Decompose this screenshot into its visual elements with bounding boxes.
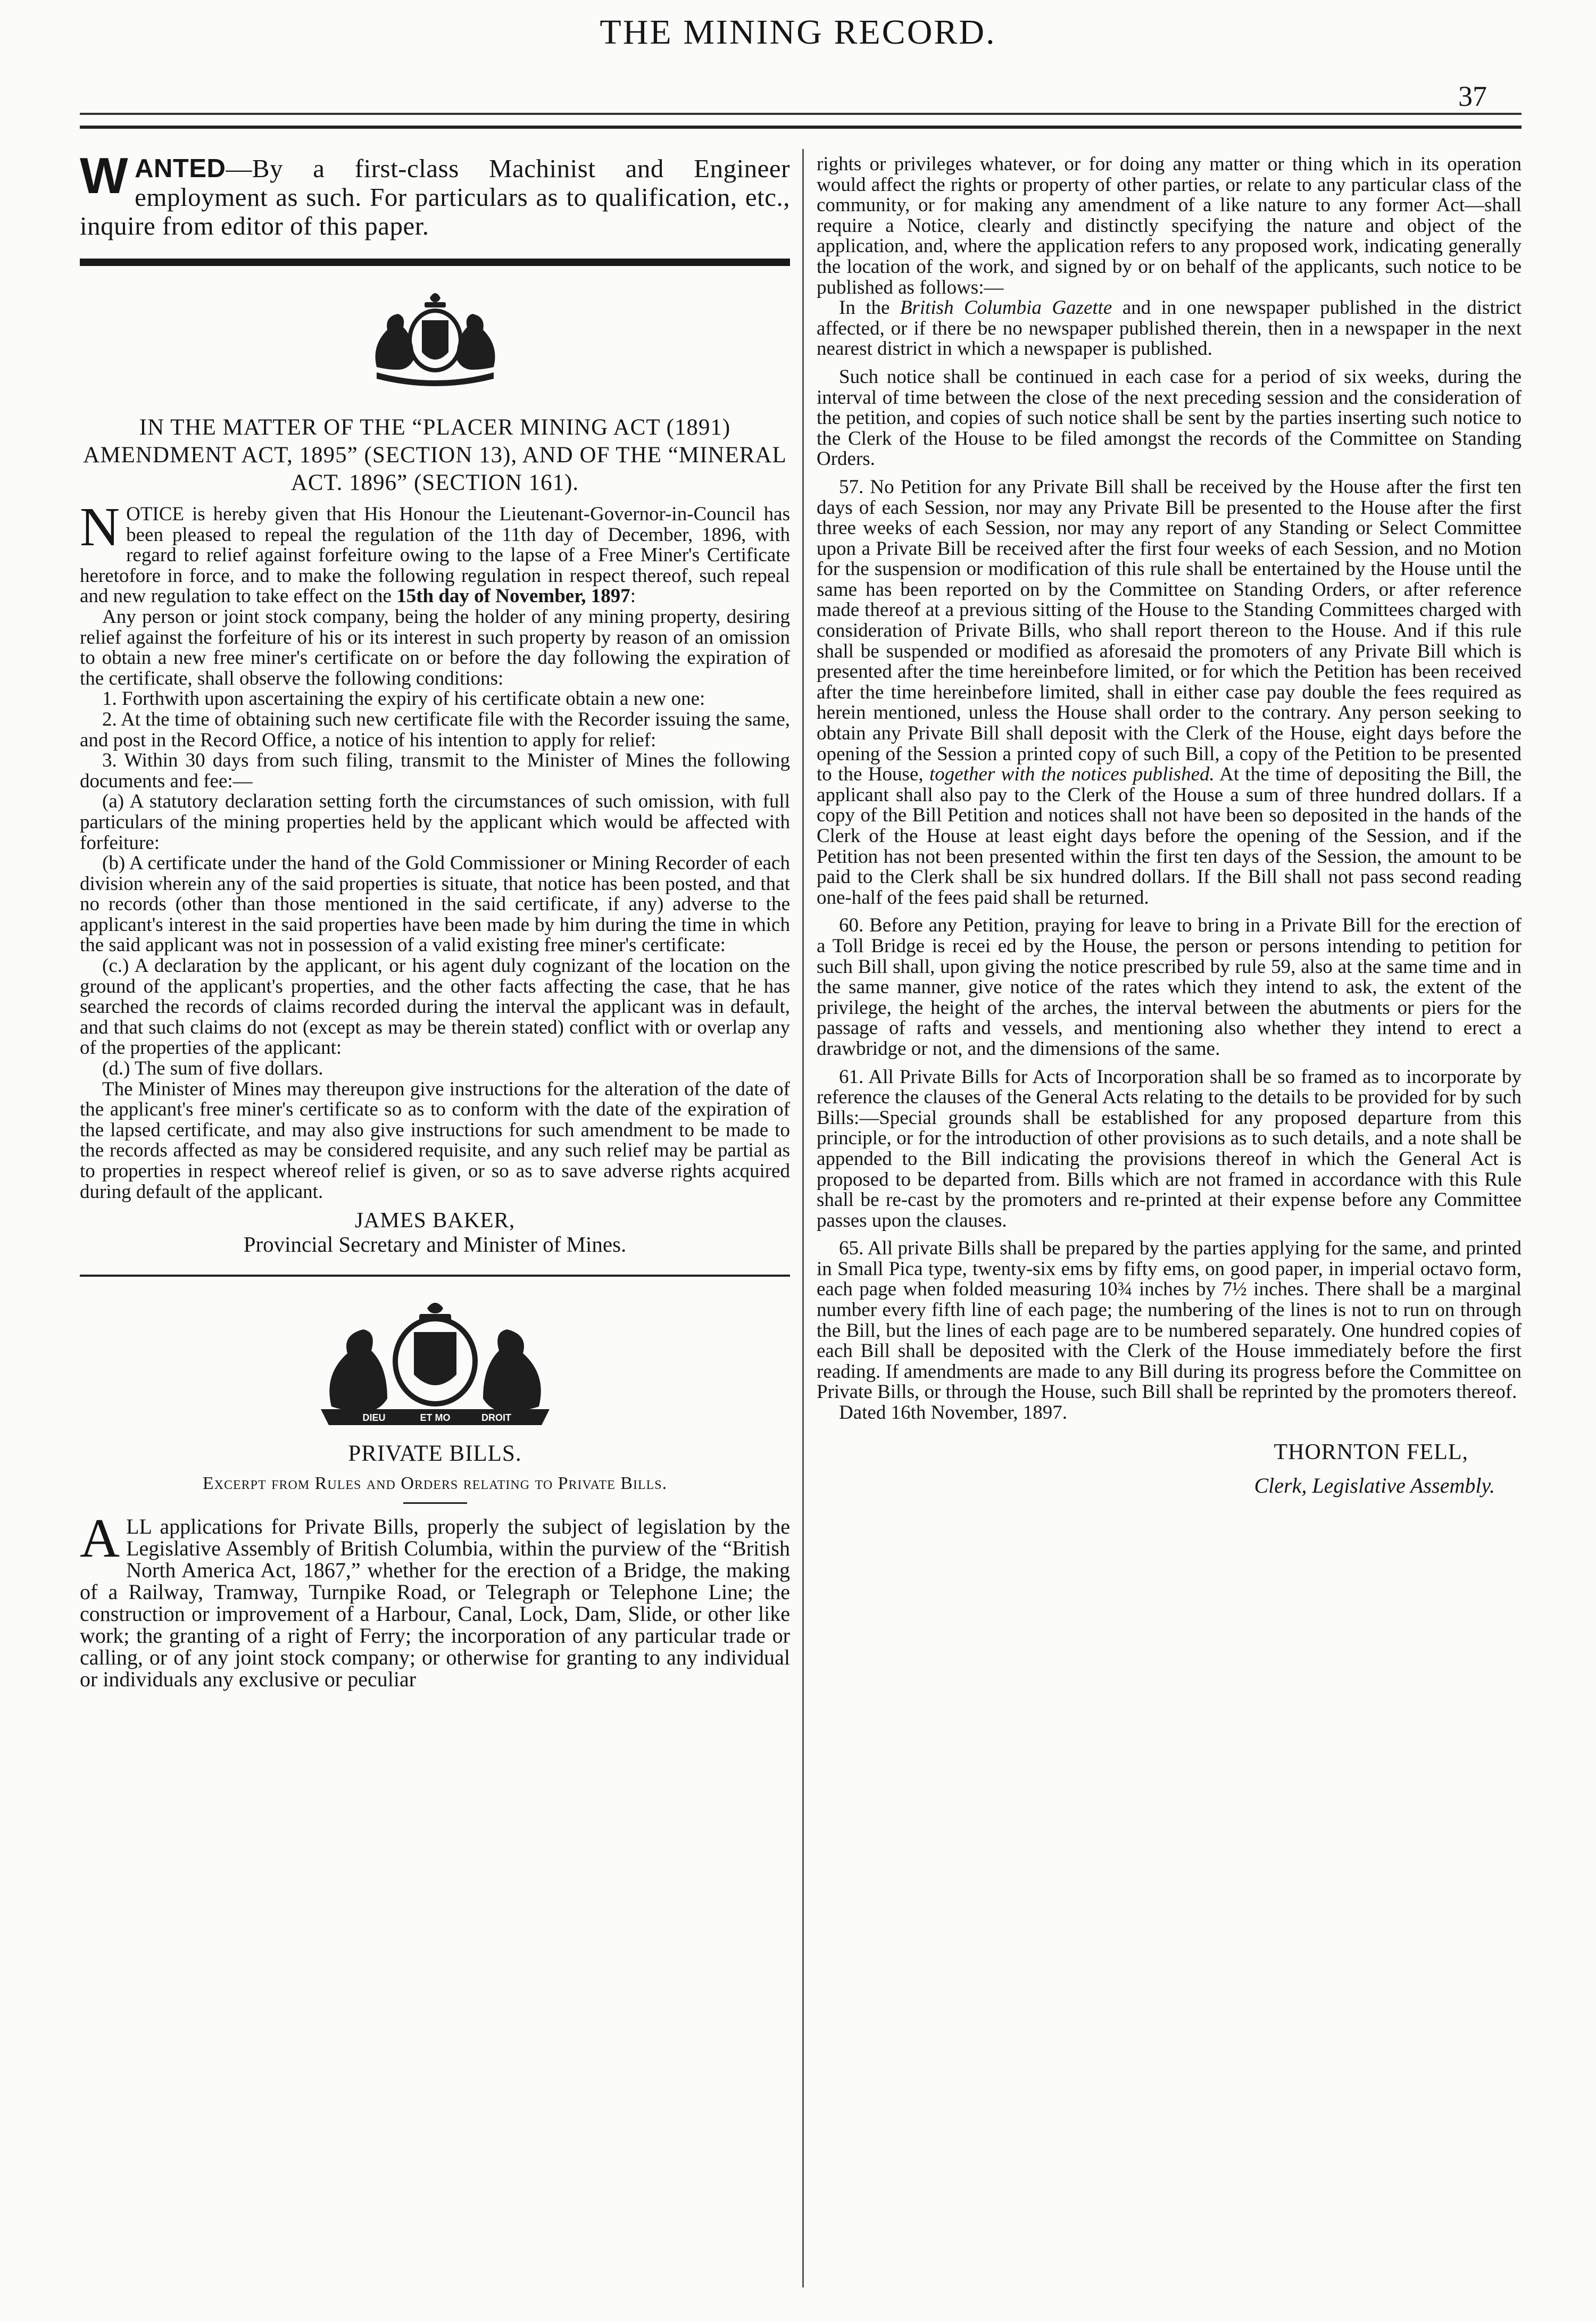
placer-paragraph: 3. Within 30 days from such filing, transmit to the Minister of Mines the following documents and fee:— (80, 750, 790, 792)
placer-paragraph: (b) A certificate under the hand of the Gold Commissioner or Mining Recorder of each division wherein any of the said properties is situate, that notice has been posted, and that no records (other than those mentioned in the said certificate, if any) adverse to the applicant's interest in the said properties have been made by him during the time in which the said applicant was not in possession of a valid existing free miner's certificate: (80, 852, 790, 956)
drop-cap: N (80, 496, 120, 557)
rule-60: 60. Before any Petition, praying for leave to bring in a Private Bill for the erection of a Toll Bridge is recei ed by the House, the person or persons intending to petition for such Bill shall, upon giving the notice prescribed by rule 59, also at the same time and in the same manner, give notice of the rates which they intend to ask, the extent of the privilege, the height of the arches, the interval between the abutments or piers for the passage of rafts and vessels, and mentioning also whether they intend to erect a drawbridge or not, and the dimensions of the same. (817, 914, 1522, 1060)
placer-paragraph: (c.) A declaration by the applicant, or his agent duly cognizant of the location on the ground of the applicant's properties, and the other facts affecting the case, that he has searched the records of claims recorded during the interval the applicant was in default, and that such claims do not (except as may be therein stated) conflict with or overlap any of the properties of the applicant: (80, 955, 790, 1059)
rule-57-italic: together with the notices published. (929, 763, 1215, 786)
placer-heading: IN THE MATTER OF THE “PLACER MINING ACT (1891) AMENDMENT ACT, 1895” (SECTION 13), AND OF THE “MINERAL ACT. 1896” (SECTION 161). (83, 415, 787, 495)
rule-65: 65. All private Bills shall be prepared by the parties applying for the same, and printed in Small Pica type, twenty-six ems by fifty ems, on good paper, in imperial octavo form, each page when folded measuring 10¾ inches by 7½ inches. There shall be a marginal number every fifth line of each page; the numbering of the lines is not to run on through the Bill, but the lines of each page are to be numbered separately. One hundred copies of each Bill shall be deposited with the Clerk of the House immediately before the first reading. If amendments are made to any Bill during its progress before the Committee on Private Bills, or through the House, such Bill shall be reprinted by the promoters thereof. (817, 1237, 1522, 1403)
placer-intro: NOTICE is hereby given that His Honour the Lieutenant-Governor-in-Council has been pleased to repeal the regulation of the 11th day of December, 1896, with regard to relief against forfeiture owing to the lapse of a Free Miner's Certificate heretofore in force, and to make the following regulation in respect thereof, such repeal and new regulation to take effect on the 15th day of November, 1897: (80, 496, 790, 607)
rule-57: 57. No Petition for any Private Bill shall be received by the House after the first ten days of each Session, nor may any Private Bill be presented to the House after the first three weeks of each Session, nor may any report of any Standing or Select Committee upon a Private Bill be received after the first four weeks of each Session, and no Motion for the suspension or modification of this rule shall be entertained by the House until the same has been reported on by the Committee on Standing Orders, or after reference made thereof at a previous sitting of the House to the Standing Committees charged with consideration of Private Bills, who shall report thereon to the House. And if this rule shall be suspended or modified as aforesaid the promoters of any Private Bill which is presented after the time hereinbefore limited, or for which the Petition has been received after the time hereinbefore limited, shall in either case pay double the fees required as herein mentioned, unless the House shall order to the contrary. Any person seeking to obtain any Private Bill shall deposit with the Clerk of the House, eight days before the opening of the Session a printed copy of such Bill, a copy of the Petition to be presented to the House, together with the notices published. At the time of depositing the Bill, the applicant shall also pay to the Clerk of the House a sum of three hundred dollars. If a copy of the Bill Petition and notices shall not have been so deposited in the hands of the Clerk of the House at least eight days before the opening of the Session, and if the Petition has not been presented within the first ten days of the Session, the amount to be paid to the Clerk shall be six hundred dollars. If the Bill shall not pass second reading one-half of the fees paid shall be returned. (817, 476, 1522, 909)
private-bills-intro: ALL applications for Private Bills, properly the subject of legislation by the Legislative Assembly of British Columbia, within the purview of the “British North America Act, 1867,” whether for the erection of a Bridge, the making of a Railway, Tramway, Turnpike Road, or Telegraph or Telephone Line; the construction or improvement of a Harbour, Canal, Lock, Dam, Slide, or other like work; the granting of a right of Ferry; the incorporation of any particular trade or calling, or of any joint stock company; or otherwise for granting to any individual or individuals any exclusive or peculiar (80, 1508, 790, 1692)
wanted-lead: ANTED (135, 154, 226, 183)
section-rule (80, 1275, 790, 1277)
motto-word: DROIT (481, 1412, 511, 1424)
section-rule (80, 259, 790, 266)
dated-line: Dated 16th November, 1897. (839, 1402, 1068, 1424)
short-rule (403, 1502, 467, 1504)
private-bills-continued: rights or privileges whatever, or for doing any matter or thing which in its operation would affect the rights or property of other parties, or relate to any particular class of the community, or for making any amendment of a like nature to any former Act—shall require a Notice, clearly and distinctly specifying the nature and object of the application, and, where the application refers to any proposed work, indicating generally the location of the work, and signed by or on behalf of the applicants, such notice to be published as follows:— (817, 153, 1522, 298)
wanted-advert (80, 147, 790, 240)
right-column (817, 154, 1522, 1498)
royal-coat-of-arms-icon (310, 1300, 560, 1433)
placer-paragraph: 2. At the time of obtaining such new certificate file with the Recorder issuing the same, and post in the Record Office, a notice of his intention to apply for relief: (80, 708, 790, 751)
signatory-title: Provincial Secretary and Minister of Mines. (243, 1232, 627, 1257)
private-bills-title: PRIVATE BILLS. (348, 1441, 522, 1467)
motto-word: ET MO (420, 1412, 450, 1424)
column-divider (802, 149, 804, 2287)
signatory-name: JAMES BAKER, (354, 1208, 516, 1233)
placer-paragraph: Any person or joint stock company, being the holder of any mining property, desiring relief against the forfeiture of his or its interest in such property by reason of an omission to obtain a new free miner's certificate on or before the day following the expiration of the certificate, shall observe the following conditions: (80, 605, 790, 689)
placer-paragraph: The Minister of Mines may thereupon give instructions for the alteration of the date of the applicant's free miner's certificate so as to conform with the date of the expiration of the lapsed certificate, and may also give instructions for such amendment to be made to the records affected as may be considered requisite, and any such relief may be partial as to properties in respect whereof relief is given, or so as to save adverse rights acquired during default of the applicant. (80, 1078, 790, 1203)
signatory-name: THORNTON FELL, (1274, 1439, 1468, 1464)
gazette-paragraph: In the British Columbia Gazette and in one newspaper published in the district affected, or if there be no newspaper published therein, then in a newspaper in the next nearest district in which a newspaper is published. (817, 297, 1522, 360)
header-rule (80, 113, 1522, 115)
drop-cap: W (80, 147, 129, 204)
gazette-title: British Columbia Gazette (900, 297, 1112, 319)
page-number: 37 (1458, 80, 1487, 112)
excerpt-heading: Excerpt from Rules and Orders relating to Private Bills. (202, 1474, 668, 1494)
wanted-body: —By a first-class Machinist and Engineer employment as such. For particulars as to qualification, etc., inquire from editor of this paper. (80, 154, 790, 240)
placer-paragraph: 1. Forthwith upon ascertaining the expiry of his certificate obtain a new one: (102, 688, 705, 710)
notice-paragraph: Such notice shall be continued in each case for a period of six weeks, during the interval of time between the close of the next preceding session and the consideration of the petition, and copies of such notice shall be sent by the parties inserting such notice to the Clerk of the House to be filed amongst the records of the Committee on Standing Orders. (817, 365, 1522, 470)
running-head: THE MINING RECORD. (600, 13, 996, 52)
header-rule-double (80, 126, 1522, 129)
motto-word: DIEU (362, 1412, 386, 1424)
effective-date: 15th day of November, 1897 (396, 585, 630, 607)
rule-61: 61. All Private Bills for Acts of Incorporation shall be so framed as to incorporate by reference the clauses of the General Acts relating to the details to be provided for by such Bills:—Special grounds shall be established for any proposed departure from this principle, or for the introduction of other provisions as to such details, and a note shall be appended to the Bill indicating the provisions thereof in which the General Act is proposed to be departed from. Bills which are not framed in accordance with this Rule shall be re-cast by the promoters and re-printed at their expense before any Committee passes upon the clauses. (817, 1066, 1522, 1231)
placer-paragraph: (a) A statutory declaration setting forth the circumstances of such omission, with full particulars of the mining properties held by the applicant which would be affected with forfeiture: (80, 790, 790, 854)
signatory-title: Clerk, Legislative Assembly. (1254, 1473, 1495, 1497)
royal-crest-icon (355, 287, 515, 388)
placer-paragraph: (d.) The sum of five dollars. (102, 1058, 323, 1080)
left-column (80, 147, 790, 1692)
wanted-text (80, 147, 790, 240)
drop-cap: A (80, 1508, 120, 1569)
